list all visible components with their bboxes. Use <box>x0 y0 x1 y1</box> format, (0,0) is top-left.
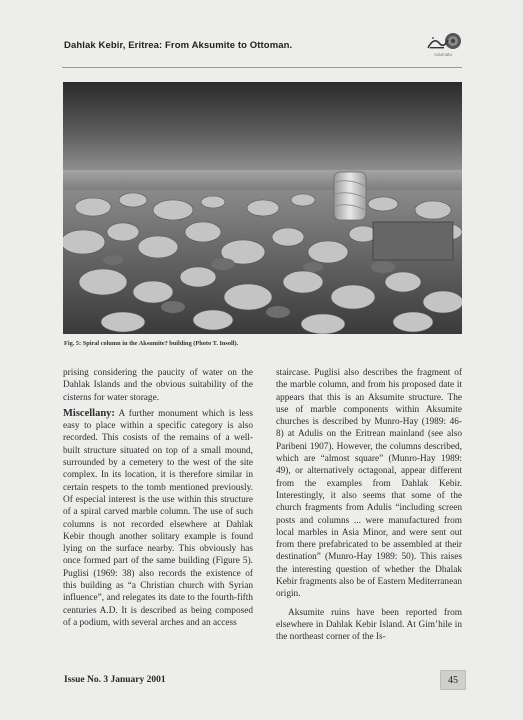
page-number-box <box>440 670 466 690</box>
paragraph-miscellany <box>63 408 253 629</box>
paragraph: Aksumite ruins have been reported from elsewhere in Dahlak Kebir Island. At Gim’hile in the northeast corner of the Is- <box>276 607 462 643</box>
figure-photo <box>63 82 462 334</box>
paragraph: staircase. Puglisi also describes the fragment of the marble column, and from his proposed date it appears that this is an Aksumite structure. The use of marble components within Aksumite churches is described by Munro-Hay (1989: 46-8) at Adulis on the Eritrean mainland (see also Paribeni 1907). However, the columns described, which are “almost square” (Munro-Hay 1989: 49), or alternatively octagonal, appear different from the examples from Dahlak Kebir. Interestingly, it also seems that some of the church fragments from Adulis “including screen posts and columns ... were manufactured from local marbles in Asia Minor, and were sent out from there prefabricated to be assembled at their destination” (Munro-Hay 1989: 50). This raises the interesting question of whether the Dhalak Kebir fragments also be of Eastern Mediterranean origin. <box>276 368 462 600</box>
page-number: 45 <box>448 674 458 686</box>
figure-caption: Fig. 5: Spiral column in the Aksumite? building (Photo T. Insoll). <box>64 340 239 347</box>
section-heading: Miscellany: <box>63 407 115 419</box>
left-text-column <box>63 367 253 629</box>
header-divider <box>62 67 462 68</box>
running-title: Dahlak Kebir, Eritrea: From Aksumite to Ottoman. <box>64 40 293 51</box>
logo-emblem-icon <box>420 28 466 54</box>
spiral-column-ruins-photo <box>63 82 462 334</box>
paragraph-text: A further monument which is less easy to place within a specific category is also recorded. This cosists of the remains of a well-built structure situated on top of a small mound, surrounded by a cemetery to the west of the site complex. In its location, it is therefore similar in certain respets to the tomb mentioned previously. Of especial interest is the use within this structure of a spiral carved marble column. The use of such columns is not recorded elsewhere at Dahlak Kebir though another solitary example is found lying on the surface nearby. This obviously has once formed part of the same building (Figure 5). Puglisi (1969: 38) also records the existence of this building as “a Christian church with Syrian influence”, and relegates its date to the fourth-fifth centuries A.D. It is described as being composed of a podium, with several arches and an access <box>63 408 254 628</box>
logo-text: Adumatu <box>433 52 452 57</box>
right-text-column <box>276 367 462 644</box>
footer-issue: Issue No. 3 January 2001 <box>64 675 166 685</box>
journal-logo <box>420 28 466 64</box>
paragraph: prising considering the paucity of water on the Dahlak Islands and the obvious suitability of the cisterns for water storage. <box>63 368 253 403</box>
